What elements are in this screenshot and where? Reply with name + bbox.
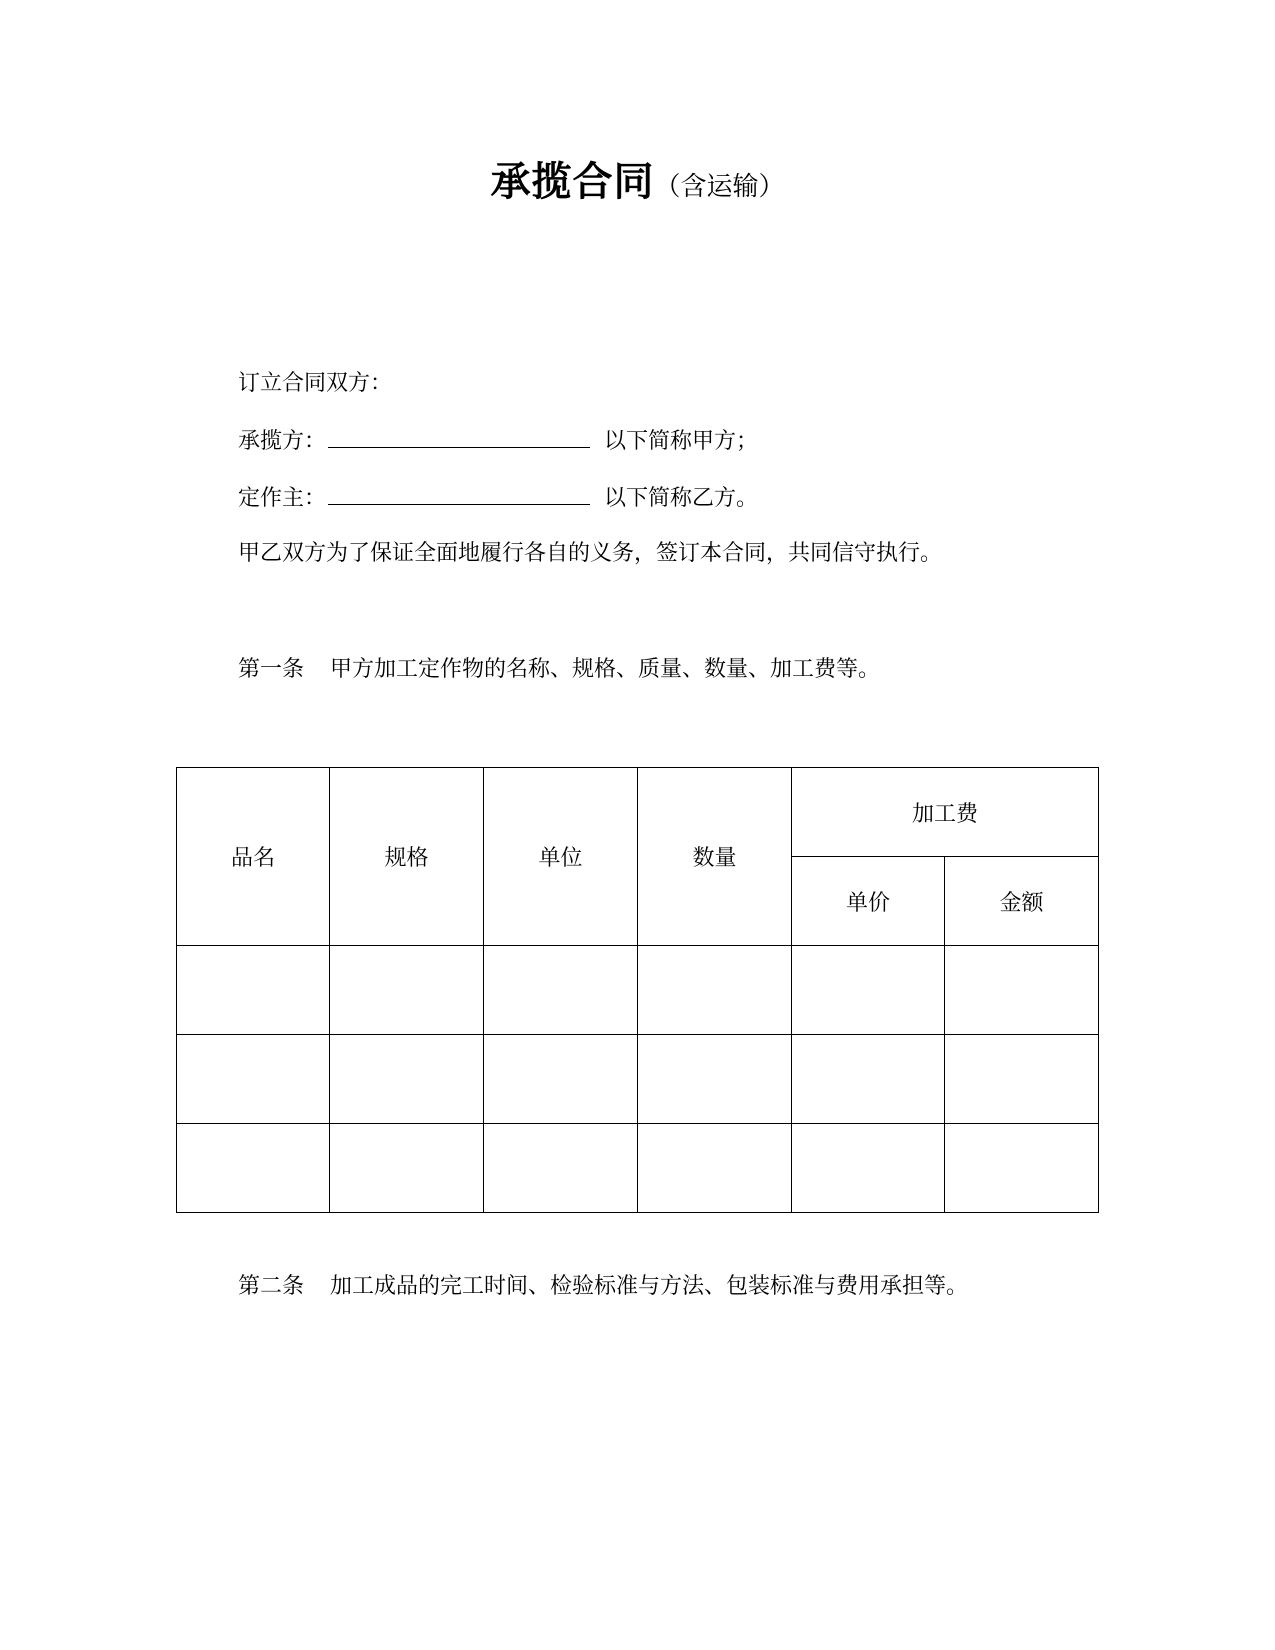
contractor-name-blank[interactable]	[328, 425, 590, 448]
header-spec: 规格	[330, 768, 484, 946]
table-cell[interactable]	[945, 946, 1099, 1035]
agreement-statement: 甲乙双方为了保证全面地履行各自的义务，签订本合同，共同信守执行。	[238, 541, 943, 566]
table-cell[interactable]	[484, 946, 638, 1035]
table-cell[interactable]	[330, 1035, 484, 1124]
table-row	[177, 1035, 1099, 1124]
table-row	[177, 1124, 1099, 1213]
table-cell[interactable]	[177, 1124, 330, 1213]
table-cell[interactable]	[177, 946, 330, 1035]
table-cell[interactable]	[638, 1124, 792, 1213]
table-cell[interactable]	[792, 1124, 945, 1213]
table-cell[interactable]	[792, 946, 945, 1035]
customer-label: 定作主：	[238, 486, 327, 511]
document-title	[0, 150, 1275, 207]
header-name: 品名	[177, 768, 330, 946]
article-1-number: 第一条	[238, 657, 305, 682]
table-cell[interactable]	[792, 1035, 945, 1124]
article-1-text: 甲方加工定作物的名称、规格、质量、数量、加工费等。	[330, 657, 881, 682]
table-row	[177, 946, 1099, 1035]
table-cell[interactable]	[638, 1035, 792, 1124]
table-cell[interactable]	[638, 946, 792, 1035]
article-2	[238, 1272, 968, 1302]
customer-suffix: 以下简称乙方。	[604, 486, 759, 511]
contractor-label: 承揽方：	[238, 429, 327, 454]
header-unit-price: 单价	[792, 857, 945, 946]
table-cell[interactable]	[945, 1035, 1099, 1124]
contractor-suffix: 以下简称甲方；	[604, 429, 759, 454]
items-table	[176, 767, 1099, 1213]
header-processing-fee: 加工费	[792, 768, 1099, 857]
customer-name-blank[interactable]	[328, 482, 590, 505]
table-cell[interactable]	[330, 1124, 484, 1213]
title-subtitle: （含运输）	[654, 172, 785, 202]
table-cell[interactable]	[945, 1124, 1099, 1213]
table-cell[interactable]	[484, 1124, 638, 1213]
article-2-number: 第二条	[238, 1274, 305, 1299]
customer-line	[238, 482, 758, 514]
header-quantity: 数量	[638, 768, 792, 946]
table-cell[interactable]	[177, 1035, 330, 1124]
contractor-line	[238, 425, 758, 457]
article-2-text: 加工成品的完工时间、检验标准与方法、包装标准与费用承担等。	[330, 1274, 969, 1299]
article-1	[238, 655, 880, 685]
table-header-row	[177, 768, 1099, 857]
parties-label: 订立合同双方：	[238, 371, 393, 396]
table-cell[interactable]	[330, 946, 484, 1035]
title-main: 承揽合同	[490, 159, 655, 205]
header-unit: 单位	[484, 768, 638, 946]
table-cell[interactable]	[484, 1035, 638, 1124]
header-amount: 金额	[945, 857, 1099, 946]
